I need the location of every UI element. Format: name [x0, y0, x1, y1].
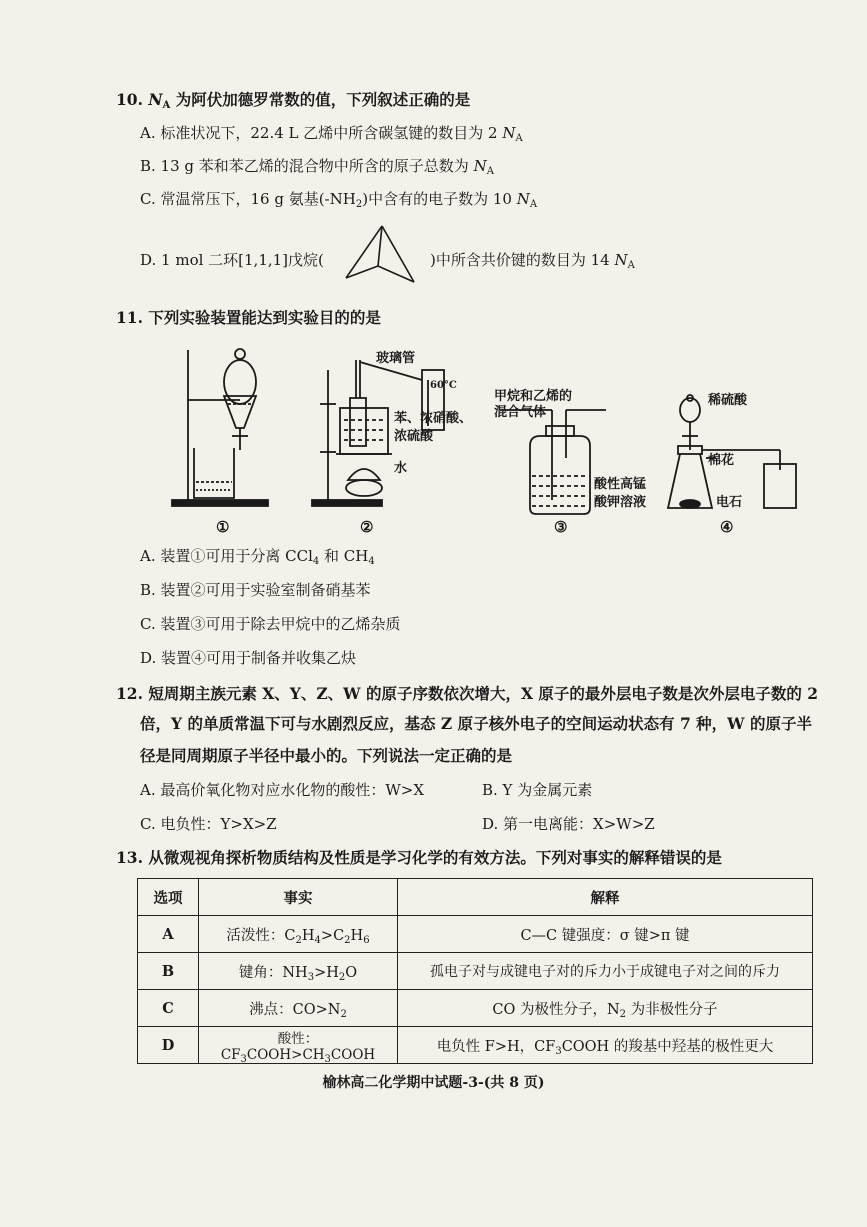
q11-option-d: D. 装置④可用于制备并收集乙炔	[140, 649, 357, 667]
table-row	[138, 990, 813, 1027]
label-temp: 60°C	[430, 380, 457, 391]
q12-stem-line3: 径是同周期原子半径中最小的。下列说法一定正确的是	[140, 746, 513, 765]
table-header-row	[138, 879, 813, 916]
q12-option-a: A. 最高价氧化物对应水化物的酸性：W>X	[140, 781, 425, 799]
header-explanation: 解释	[398, 879, 813, 916]
apparatus-1	[172, 349, 268, 506]
bicyclopentane-structure	[338, 222, 418, 292]
row-fact: 酸性：$CF_3COOH>CH_3COOH$	[199, 1027, 398, 1064]
table-row	[138, 916, 813, 953]
label-acid: 稀硫酸	[708, 393, 748, 408]
apparatus-3	[500, 410, 606, 514]
page-footer: 榆林高二化学期中试题-3-(共 8 页)	[322, 1075, 545, 1091]
row-explanation: C—C 键强度：σ 键>π 键	[398, 916, 813, 953]
label-kmno4-2: 酸钾溶液	[594, 495, 647, 510]
label-cotton: 棉花	[708, 453, 735, 468]
row-option: D	[138, 1027, 199, 1064]
label-carbide: 电石	[716, 495, 743, 510]
q12-stem-line2: 倍，Y 的单质常温下可与水剧烈反应，基态 Z 原子核外电子的空间运动状态有 7 种，W 的原子半	[140, 714, 812, 733]
row-option: B	[138, 953, 199, 990]
table-row	[138, 953, 813, 990]
table-row	[138, 1027, 813, 1064]
q11-option-a: A. 装置①可用于分离 CCl$_4$ 和 $CH_4$	[140, 547, 375, 567]
q10-option-d-part2: )中所含共价键的数目为 14 $N_A$	[430, 251, 635, 271]
q12-option-d: D. 第一电离能：X>W>Z	[482, 815, 655, 833]
q11-option-c: C. 装置③可用于除去甲烷中的乙烯杂质	[140, 615, 401, 633]
label-reagents-1: 苯、浓硝酸、	[394, 411, 473, 426]
q10-option-a: A. 标准状况下，22.4 L 乙烯中所含碳氢键的数目为 2 $N_A$	[140, 124, 523, 144]
q10-stem: 10. $N_A$ 为阿伏加德罗常数的值，下列叙述正确的是	[116, 90, 471, 111]
q13-table	[137, 878, 813, 1064]
q12-option-b: B. Y 为金属元素	[482, 781, 593, 799]
row-option: C	[138, 990, 199, 1027]
q11-option-b: B. 装置②可用于实验室制备硝基苯	[140, 581, 371, 599]
q12-option-c: C. 电负性：Y>X>Z	[140, 815, 277, 833]
row-fact: 键角：$NH_3>H_2O$	[199, 953, 398, 990]
q13-stem: 13. 从微观视角探析物质结构及性质是学习化学的有效方法。下列对事实的解释错误的是	[116, 848, 722, 867]
label-n1: ①	[216, 518, 230, 536]
label-n4: ④	[720, 518, 734, 536]
label-water: 水	[394, 461, 408, 476]
label-gas-2: 混合气体	[494, 405, 547, 420]
row-fact: 活泼性：$C_2H_4>C_2H_6$	[199, 916, 398, 953]
row-explanation: CO 为极性分子，$N_2$ 为非极性分子	[398, 990, 813, 1027]
row-explanation: 电负性 F>H，$CF_3COOH$ 的羧基中羟基的极性更大	[398, 1027, 813, 1064]
label-kmno4-1: 酸性高锰	[594, 477, 647, 492]
apparatus-figure	[160, 340, 800, 540]
row-explanation: 孤电子对与成键电子对的斥力小于成键电子对之间的斥力	[398, 953, 813, 990]
label-n2: ②	[360, 518, 374, 536]
q12-stem-line1: 12. 短周期主族元素 X、Y、Z、W 的原子序数依次增大，X 原子的最外层电子数是次外层电子数的 2	[116, 684, 819, 703]
header-fact: 事实	[199, 879, 398, 916]
apparatus-4	[668, 395, 796, 508]
q10-option-d-part1: D. 1 mol 二环[1,1,1]戊烷(	[140, 251, 324, 269]
label-reagents-2: 浓硫酸	[394, 429, 434, 444]
q10-option-c: C. 常温常压下，16 g 氨基$(-NH_2)$中含有的电子数为 10 $N_A$	[140, 190, 538, 210]
row-option: A	[138, 916, 199, 953]
label-glass-tube: 玻璃管	[376, 351, 416, 366]
label-n3: ③	[554, 518, 568, 536]
label-gas-1: 甲烷和乙烯的	[494, 389, 573, 404]
q11-stem: 11. 下列实验装置能达到实验目的的是	[116, 308, 381, 327]
q10-option-b: B. 13 g 苯和苯乙烯的混合物中所含的原子总数为 $N_A$	[140, 157, 494, 177]
row-fact: 沸点：$CO>N_2$	[199, 990, 398, 1027]
header-option: 选项	[138, 879, 199, 916]
